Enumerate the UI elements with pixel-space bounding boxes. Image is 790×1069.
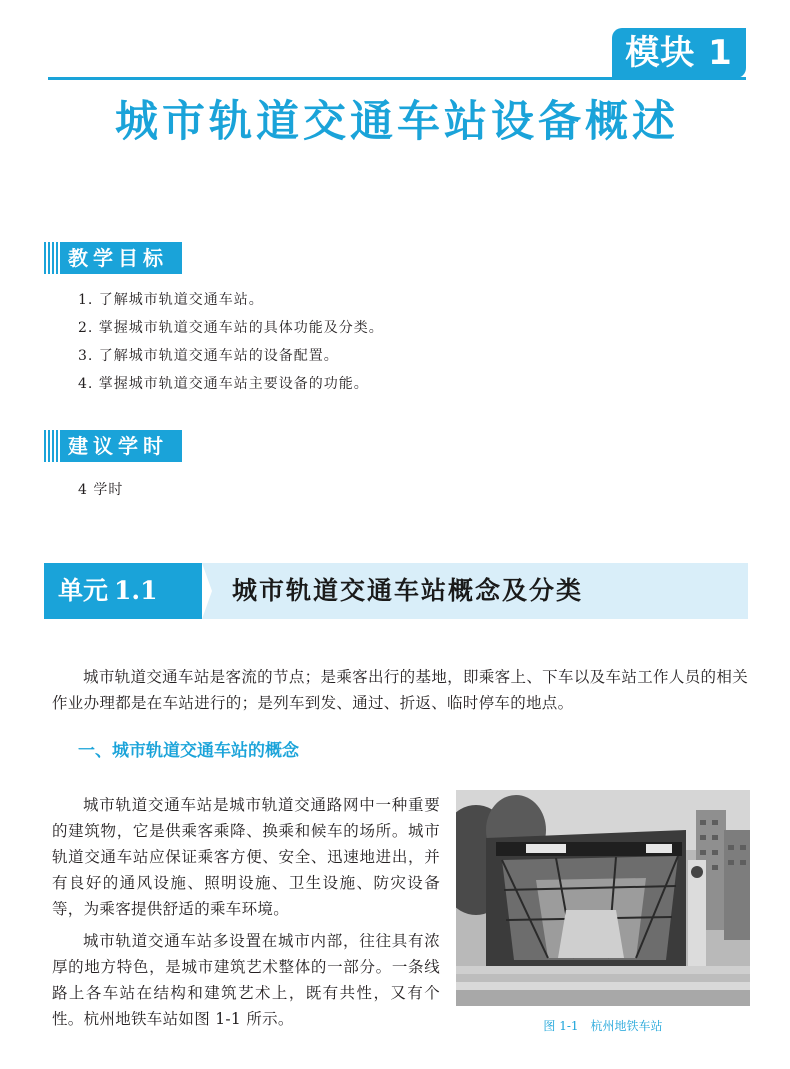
objective-item: 2. 掌握城市轨道交通车站的具体功能及分类。: [78, 320, 384, 336]
body-paragraph-2: 城市轨道交通车站多设置在城市内部，往往具有浓厚的地方特色，是城市建筑艺术整体的一部分。一条线路上各车站在结构和建筑艺术上，既有共性，又有个性。杭州地铁车站如图 1-1 所示。: [52, 932, 440, 1028]
header-rule: [48, 77, 746, 80]
hours-heading-label: 建议学时: [60, 430, 182, 462]
module-badge: 模块 1: [612, 28, 746, 78]
hours-heading: [44, 430, 182, 462]
unit-tag-gap: [202, 563, 212, 619]
figure-caption: 图 1-1 杭州地铁车站: [543, 1019, 663, 1033]
hours-value: 4 学时: [78, 482, 124, 498]
objective-item: 4. 掌握城市轨道交通车站主要设备的功能。: [78, 376, 369, 392]
unit-title: 城市轨道交通车站概念及分类: [232, 576, 584, 605]
objectives-heading: [44, 242, 182, 274]
page-title: 城市轨道交通车站设备概述: [115, 97, 679, 147]
objective-item: 3. 了解城市轨道交通车站的设备配置。: [78, 348, 339, 364]
unit-label: [58, 563, 158, 619]
station-photo-drawing: [456, 790, 750, 1006]
objective-item: 1. 了解城市轨道交通车站。: [78, 292, 264, 308]
intro-paragraph: 城市轨道交通车站是客流的节点；是乘客出行的基地，即乘客上、下车以及车站工作人员的相关作业办理都是在车站进行的；是列车到发、通过、折返、临时停车的地点。: [52, 668, 748, 712]
objectives-heading-label: 教学目标: [60, 242, 182, 274]
body-paragraph-1: 城市轨道交通车站是城市轨道交通路网中一种重要的建筑物，它是供乘客乘降、换乘和候车的场所。城市轨道交通车站应保证乘客方便、安全、迅速地进出，并有良好的通风设施、照明设施、卫生设施、防灾设备等，为乘客提供舒适的乘车环境。: [52, 796, 440, 918]
unit-label-text: 单元: [58, 576, 109, 605]
section-heading: 一、城市轨道交通车站的概念: [78, 741, 299, 761]
station-photo: [456, 790, 750, 1006]
heading-stripes: [44, 242, 60, 274]
unit-number: 1.1: [114, 576, 158, 605]
heading-stripes: [44, 430, 60, 462]
